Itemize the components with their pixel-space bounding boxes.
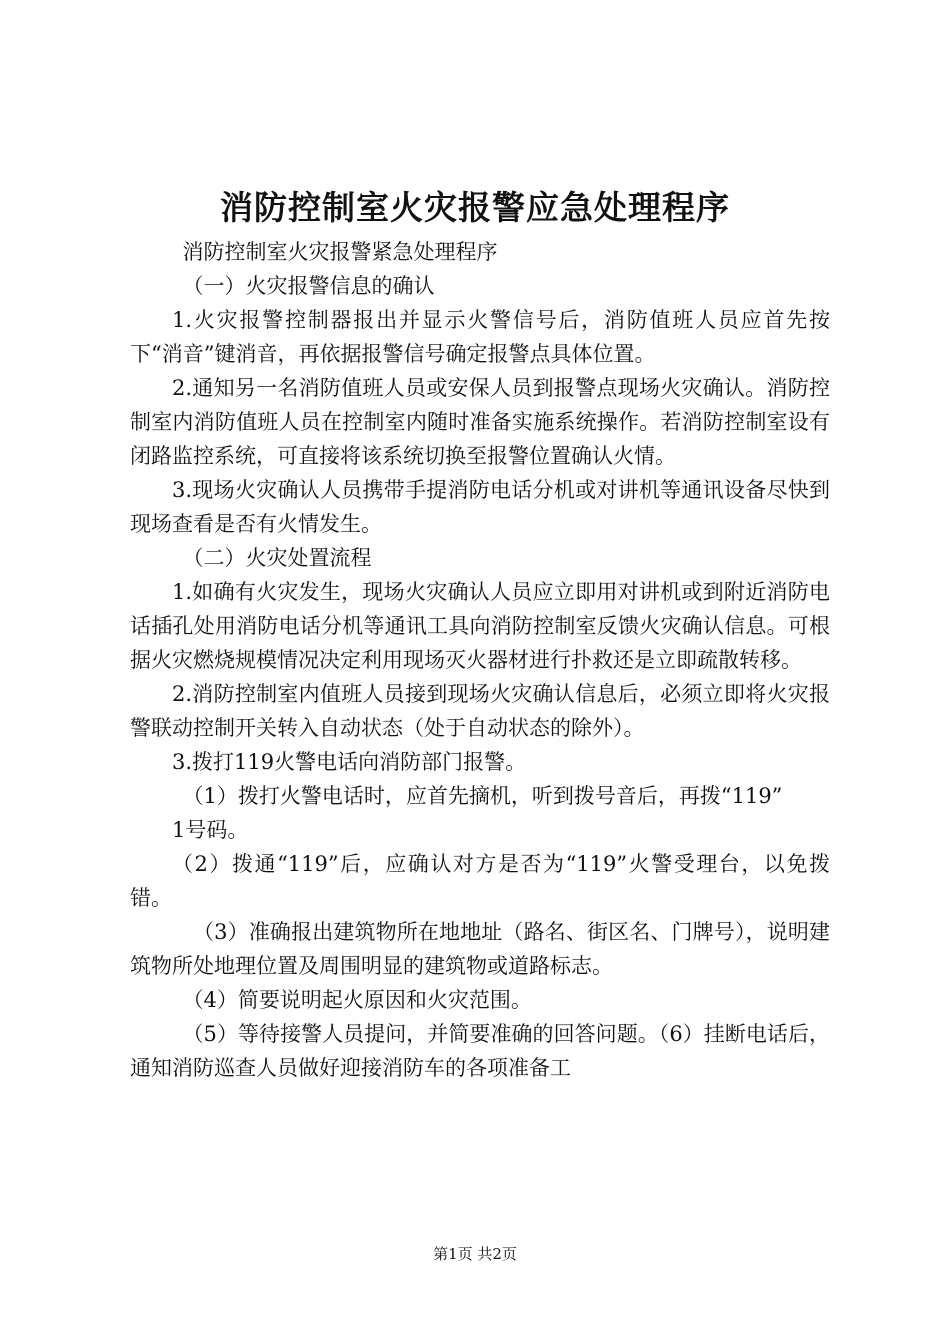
paragraph: 1.如确有火灾发生，现场火灾确认人员应立即用对讲机或到附近消防电话插孔处用消防电话分机等通讯工具向消防控制室反馈火灾确认信息。可根据火灾燃烧规模情况决定利用现场灭火器材进行扑救还是立即疏散转移。 — [130, 580, 830, 672]
paragraph: （4）简要说明起火原因和火灾范围。 — [182, 988, 532, 1012]
paragraph: 3.拨打119火警电话向消防部门报警。 — [172, 750, 527, 774]
paragraph: 1号码。 — [172, 818, 249, 842]
paragraph: 2.消防控制室内值班人员接到现场火灾确认信息后，必须立即将火灾报警联动控制开关转入自动状态（处于自动状态的除外）。 — [130, 682, 830, 740]
paragraph: 2.通知另一名消防值班人员或安保人员到报警点现场火灾确认。消防控制室内消防值班人员在控制室内随时准备实施系统操作。若消防控制室设有闭路监控系统，可直接将该系统切换至报警位置确认火情。 — [130, 376, 830, 468]
paragraph: 3.现场火灾确认人员携带手提消防电话分机或对讲机等通讯设备尽快到现场查看是否有火情发生。 — [130, 478, 830, 536]
paragraph: 1.火灾报警控制器报出并显示火警信号后，消防值班人员应首先按下“消音”键消音，再依据报警信号确定报警点具体位置。 — [130, 308, 830, 366]
paragraph: （5）等待接警人员提问，并简要准确的回答问题。（6）挂断电话后，通知消防巡查人员做好迎接消防车的各项准备工 — [130, 1022, 830, 1080]
page-number-footer: 第1页 共2页 — [433, 1245, 517, 1263]
document-title: 消防控制室火灾报警应急处理程序 — [220, 188, 730, 227]
paragraph: （2）拨通“119”后，应确认对方是否为“119”火警受理台，以免拨错。 — [130, 852, 830, 910]
paragraph: （3）准确报出建筑物所在地地址（路名、街区名、门牌号），说明建筑物所处地理位置及周围明显的建筑物或道路标志。 — [130, 920, 830, 978]
paragraph: （1）拨打火警电话时，应首先摘机，听到拨号音后，再拨“119” — [182, 784, 783, 808]
section-heading: （二）火灾处置流程 — [182, 546, 372, 570]
subtitle-paragraph: 消防控制室火灾报警紧急处理程序 — [182, 240, 498, 264]
section-heading: （一）火灾报警信息的确认 — [182, 274, 435, 298]
document-body — [130, 235, 830, 1085]
